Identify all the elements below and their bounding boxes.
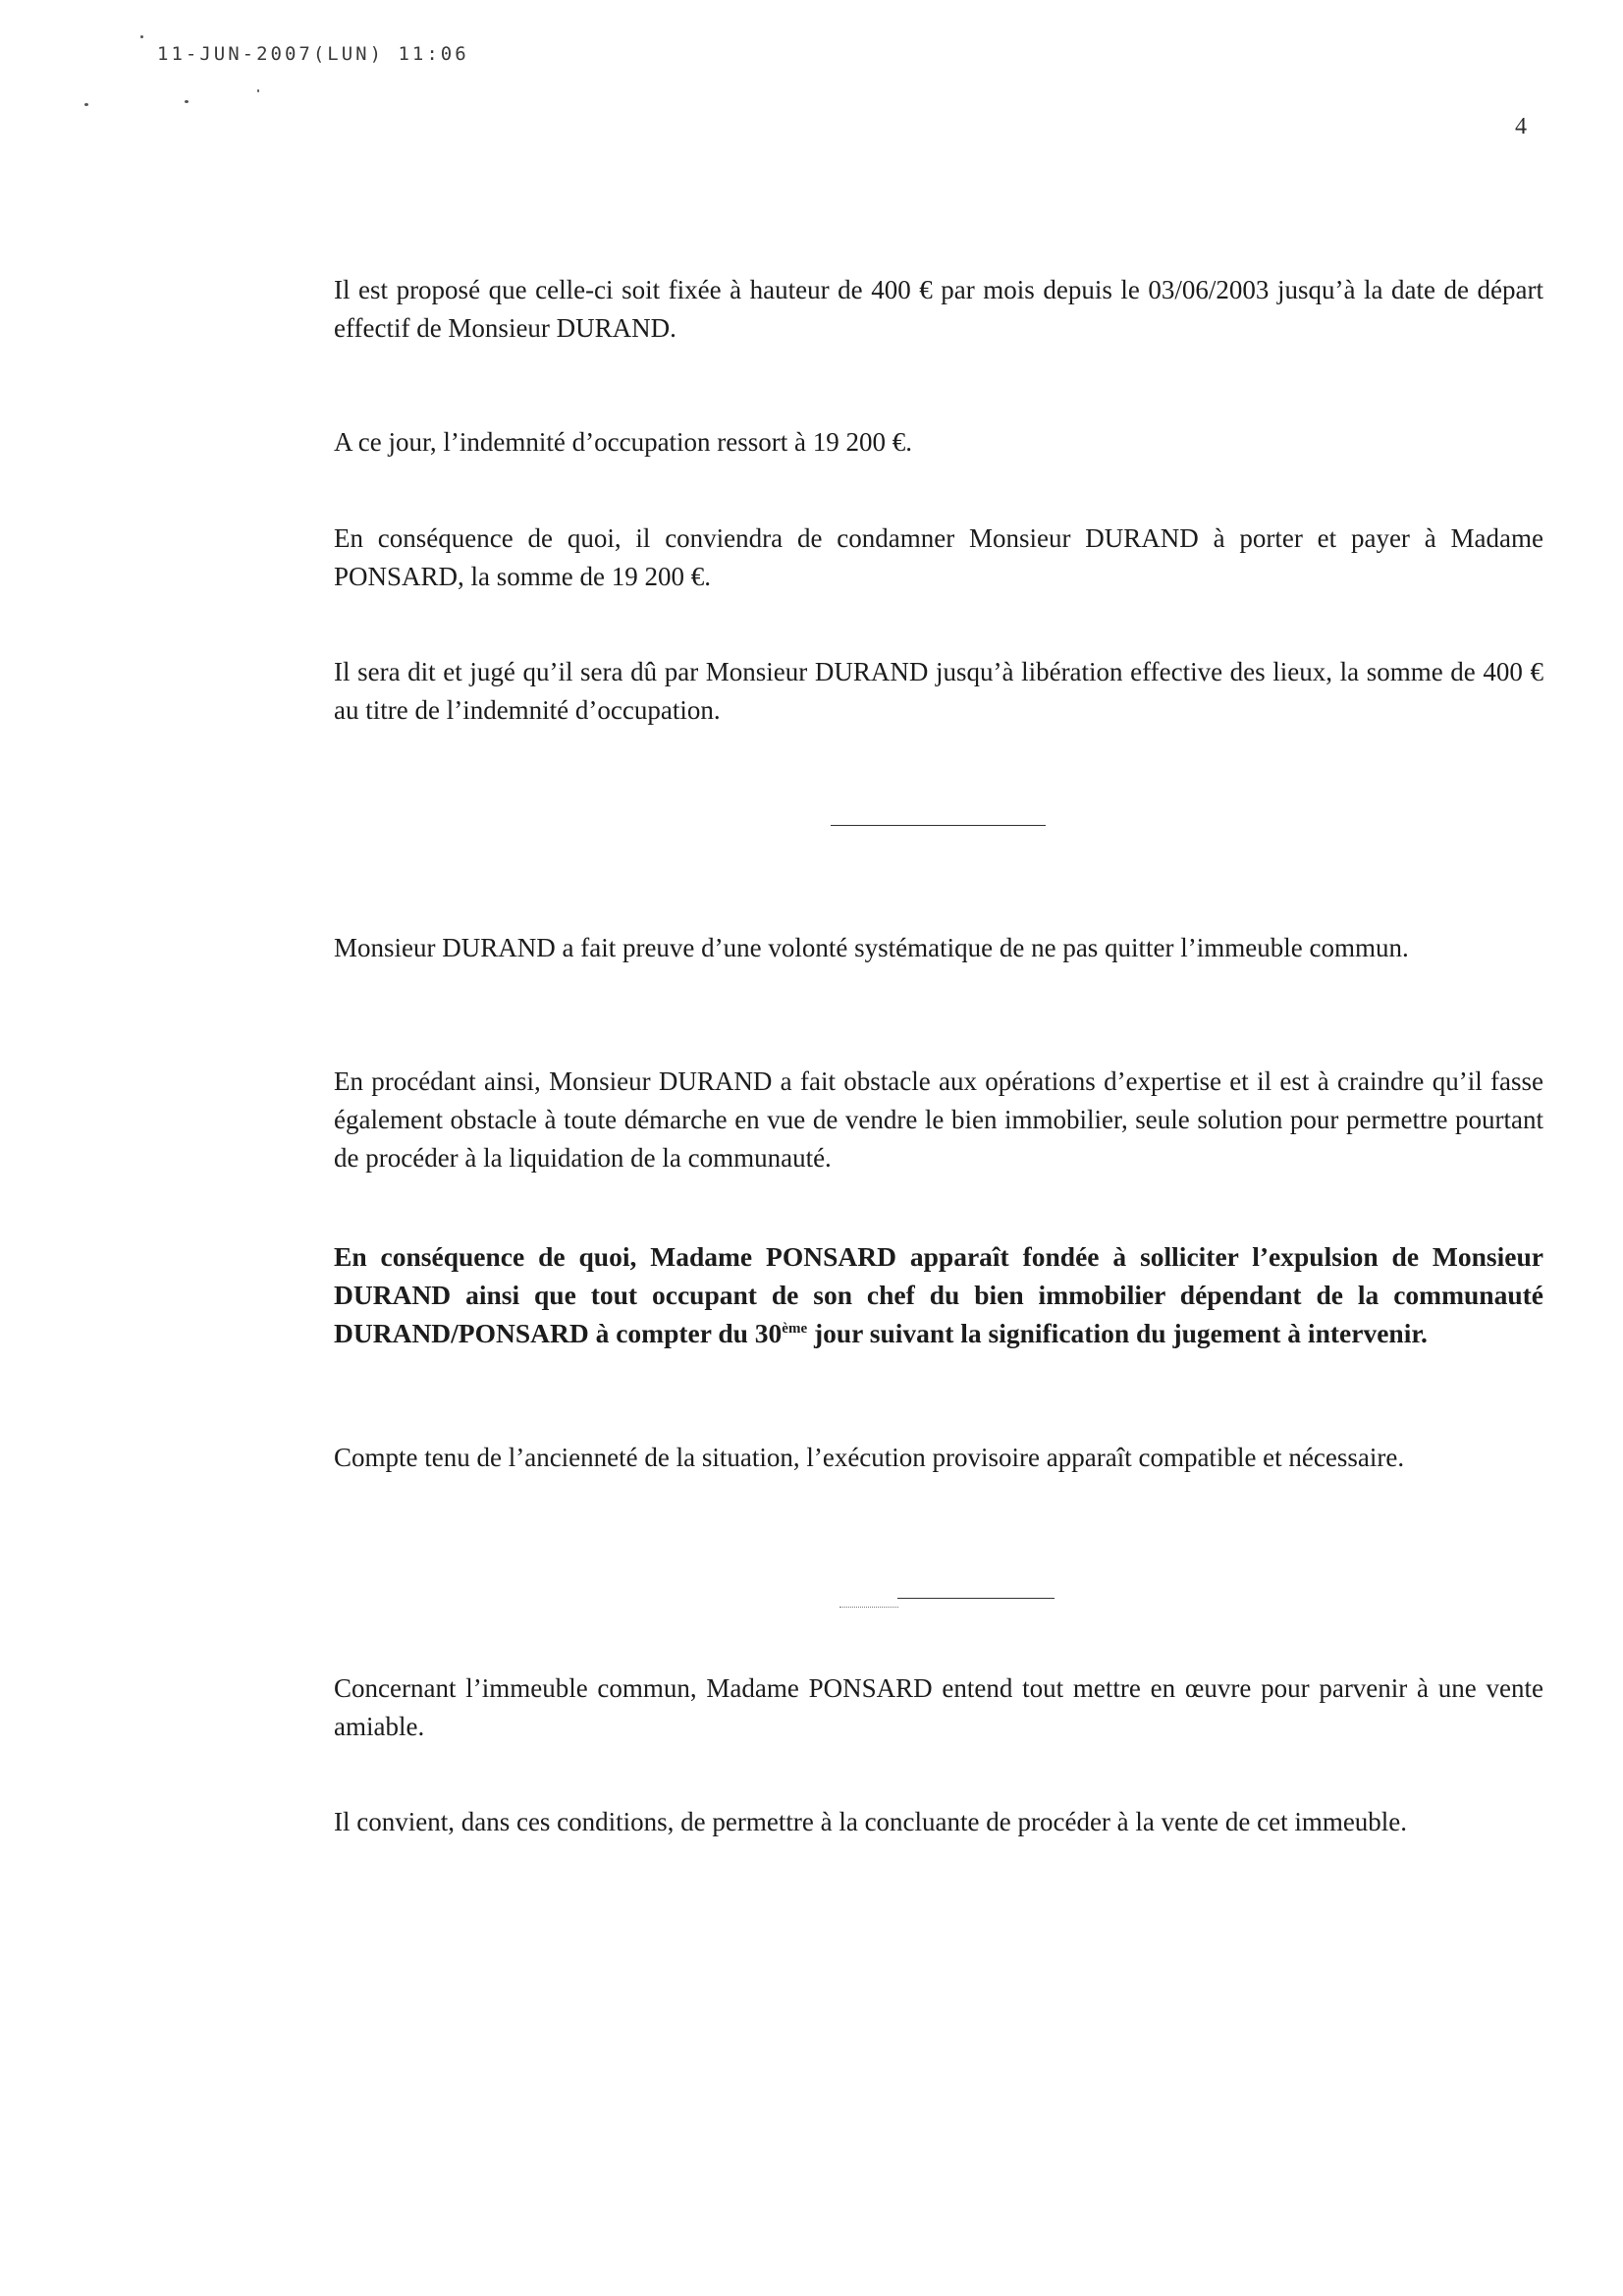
paragraph-condemnation: En conséquence de quoi, il conviendra de condamner Monsieur DURAND à porter et payer à Madame PONSARD, la somme de 19 200 €. — [334, 523, 1543, 591]
paragraph-sale-authorization: Il convient, dans ces conditions, de permettre à la concluante de procéder à la vente de cet immeuble. — [334, 1807, 1408, 1836]
paragraph-provisional-execution: Compte tenu de l’ancienneté de la situation, l’exécution provisoire apparaît compatible et nécessaire. — [334, 1443, 1405, 1472]
paragraph-occupation-amount: Il est proposé que celle-ci soit fixée à hauteur de 400 € par mois depuis le 03/06/2003 jusqu’à la date de départ effectif de Monsieur DURAND. — [334, 275, 1543, 343]
expulsion-text-start: En conséquence de quoi, Madame PONSARD apparaît fondée à solliciter l’expulsion de Monsieur DURAND ainsi que tout occupant de son chef du bien immobilier dépendant de la communauté DURAND/PONSARD à compter du 30 — [334, 1241, 1543, 1348]
scan-speck — [185, 100, 189, 103]
scan-speck — [140, 35, 143, 38]
section-separator-dotted-lead — [839, 1607, 898, 1608]
scan-speck — [84, 103, 88, 106]
paragraph-refusal-to-leave: Monsieur DURAND a fait preuve d’une volonté systématique de ne pas quitter l’immeuble commun. — [334, 933, 1409, 962]
paragraph-obstacle: En procédant ainsi, Monsieur DURAND a fait obstacle aux opérations d’expertise et il est à craindre qu’il fasse également obstacle à toute démarche en vue de vendre le bien immobilier, seule solution pour permettre pourtant de procéder à la liquidation de la communauté. — [334, 1066, 1543, 1173]
scan-speck — [257, 89, 259, 92]
paragraph-indemnity-total: A ce jour, l’indemnité d’occupation ressort à 19 200 €. — [334, 427, 913, 457]
ordinal-superscript: ème — [782, 1320, 808, 1337]
page-number: 4 — [1515, 114, 1527, 139]
expulsion-text-end: jour suivant la signification du jugement à intervenir. — [807, 1318, 1428, 1348]
paragraph-occupation-due: Il sera dit et jugé qu’il sera dû par Monsieur DURAND jusqu’à libération effective des lieux, la somme de 400 € au titre de l’indemnité d’occupation. — [334, 657, 1543, 725]
section-separator — [831, 825, 1046, 826]
paragraph-expulsion-request — [334, 1237, 1543, 1352]
section-separator — [897, 1598, 1055, 1599]
paragraph-amicable-sale: Concernant l’immeuble commun, Madame PONSARD entend tout mettre en œuvre pour parvenir à une vente amiable. — [334, 1673, 1543, 1741]
fax-transmission-stamp: 11-JUN-2007(LUN) 11:06 — [157, 43, 469, 65]
